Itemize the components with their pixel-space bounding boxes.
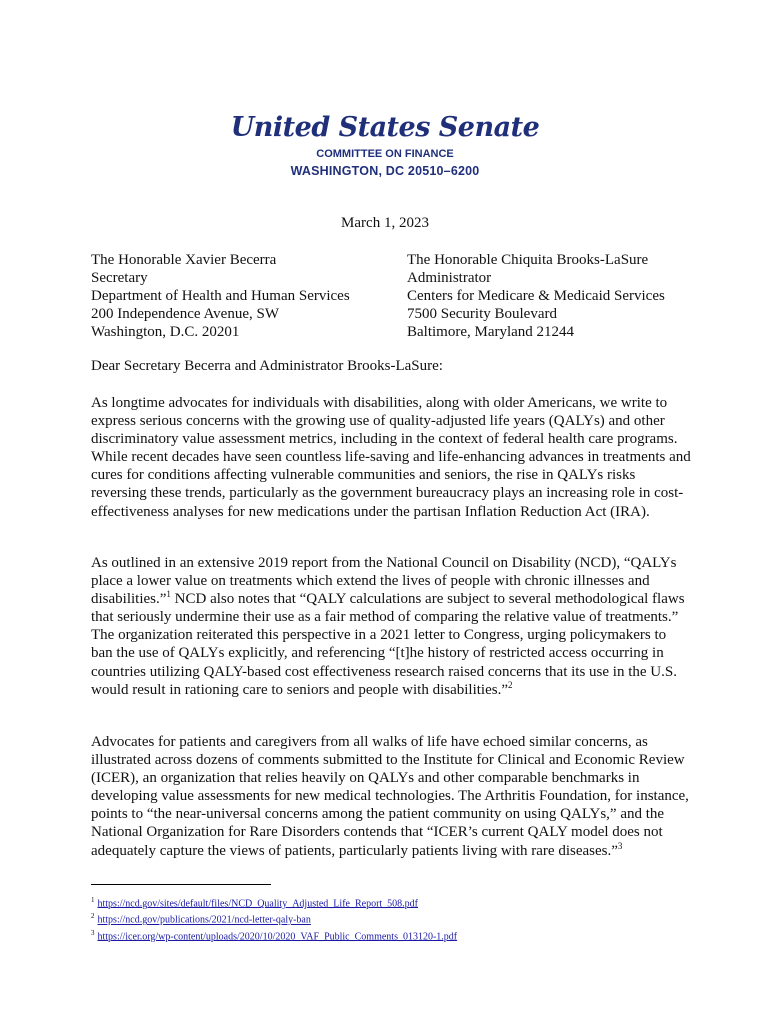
body-paragraph-2 [91, 554, 691, 699]
paragraph-text: As outlined in an extensive 2019 report from the National Council on Disability (NCD), “QALYs place a lower value on treatments which extend the lives of people with chronic illnesses and disabilities.” [91, 555, 677, 608]
footnote-number: 2 [91, 912, 95, 921]
footnote-ref[interactable]: 1 [166, 589, 171, 600]
footnote-ref[interactable]: 3 [617, 840, 623, 851]
letterhead [0, 112, 770, 178]
senate-title: United States Senate [230, 112, 540, 143]
recipient-title: Administrator [407, 270, 492, 286]
footnote-link[interactable]: https://icer.org/wp-content/uploads/2020/10/2020_VAF_Public_Comments_013120-1.pdf [97, 930, 458, 942]
footnote-number: 3 [91, 928, 95, 937]
footnote-item [91, 894, 457, 910]
recipient-city: Baltimore, Maryland 21244 [407, 324, 575, 340]
recipient-name: The Honorable Xavier Becerra [91, 252, 277, 268]
recipient-street: 7500 Security Boulevard [407, 306, 557, 322]
paragraph-text: NCD also notes that “QALY calculations are subject to several methodological flaws that seriously undermine their use as a fair method of comparing the relative value of treatments.” The organization reiterated this perspective in a 2021 letter to Congress, urging policymakers to ban the use of QALYs explicitly, and referencing “[t]he history of restricted access occurring in countries utilizing QALY-based cost effectiveness research raised concerns that its use in the U.S. would result in rationing care to seniors and people with disabilities.” [91, 591, 685, 698]
recipient-city: Washington, D.C. 20201 [91, 324, 240, 340]
recipient-org: Department of Health and Human Services [91, 288, 350, 304]
footnote-link[interactable]: https://ncd.gov/publications/2021/ncd-letter-qaly-ban [97, 914, 311, 926]
footnote-number: 1 [91, 896, 95, 904]
recipient-address-right [407, 251, 665, 341]
letter-date: March 1, 2023 [341, 215, 429, 231]
paragraph-text: Advocates for patients and caregivers from all walks of life have echoed similar concerns, as illustrated across dozens of comments submitted to the Institute for Clinical and Economic Review (ICER), an organization that relies heavily on QALYs and other comparable benchmarks in developing value assessments for new medical technologies. The Arthritis Foundation, for instance, points to “the near-universal concerns among the patient community on using QALYs,” and the National Organization for Rare Disorders contends that “ICER’s current QALY model does not adequately capture the views of patients, particularly patients living with rare diseases.” [91, 734, 689, 859]
committee-name: COMMITTEE ON FINANCE [316, 148, 454, 160]
committee-address: WASHINGTON, DC 20510–6200 [290, 164, 480, 178]
footnote-divider [91, 884, 271, 885]
salutation: Dear Secretary Becerra and Administrator Brooks-LaSure: [91, 358, 443, 374]
footnote-item [91, 910, 457, 926]
footnotes [91, 894, 457, 943]
body-paragraph-1: As longtime advocates for individuals with disabilities, along with older Americans, we write to express serious concerns with the growing use of quality-adjusted life years (QALYs) and other discriminatory value assessment metrics, including in the context of federal health care programs. While recent decades have seen countless life-saving and life-enhancing advances in treatments and cures for conditions affecting vulnerable communities and seniors, the rise in QALYs risks reversing these trends, particularly as the government bureaucracy plays an increasing role in cost-effectiveness analyses for new medications under the partisan Inflation Reduction Act (IRA). [91, 395, 691, 520]
footnote-ref[interactable]: 2 [508, 679, 513, 690]
recipient-street: 200 Independence Avenue, SW [91, 306, 279, 322]
recipient-address-left [91, 251, 350, 341]
recipient-org: Centers for Medicare & Medicaid Services [407, 288, 665, 304]
recipient-name: The Honorable Chiquita Brooks-LaSure [407, 252, 649, 268]
body-paragraph-3 [91, 733, 691, 860]
footnote-link[interactable]: https://ncd.gov/sites/default/files/NCD_Quality_Adjusted_Life_Report_508.pdf [97, 898, 419, 910]
recipient-title: Secretary [91, 270, 148, 286]
footnote-item [91, 927, 457, 943]
